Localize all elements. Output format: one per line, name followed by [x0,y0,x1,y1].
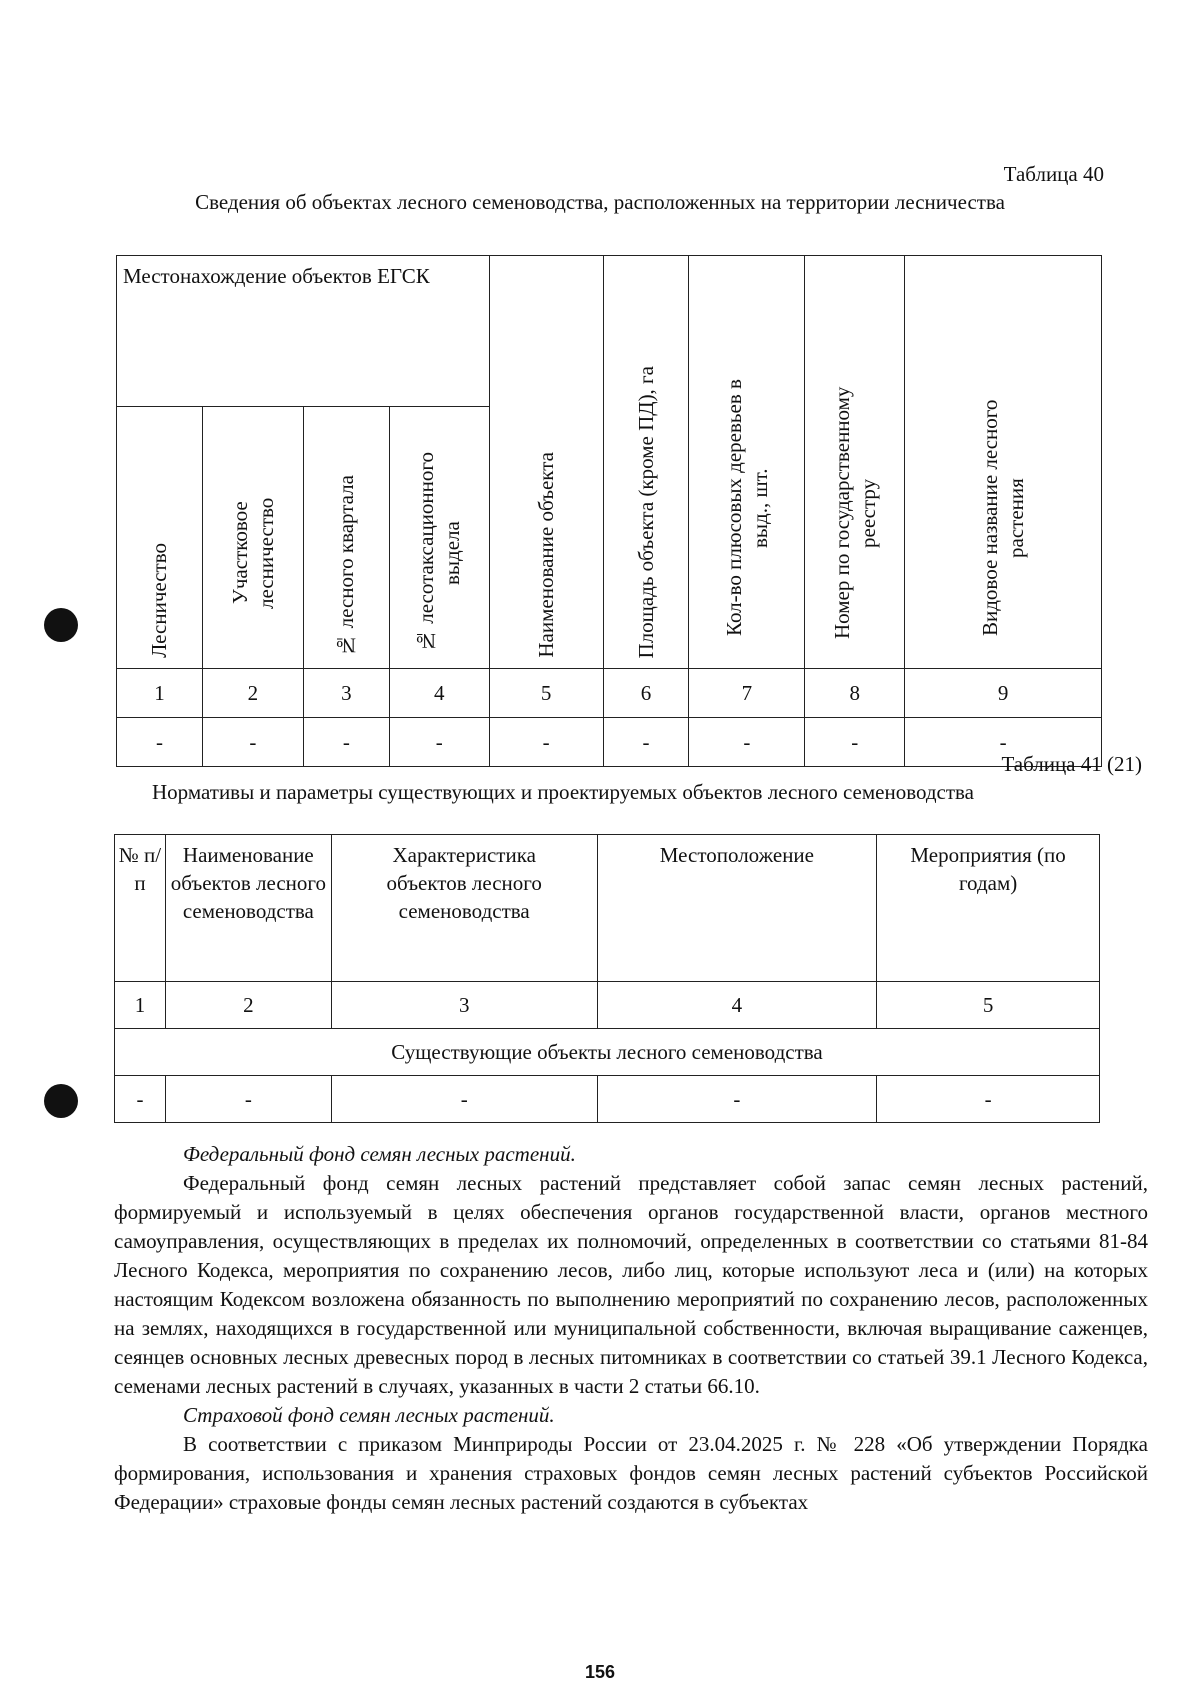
table41-cell: - [877,1076,1100,1123]
heading-federal-fund: Федеральный фонд семян лесных растений. [183,1142,576,1166]
table41-cell: - [597,1076,877,1123]
table40-header-6: Площадь объекта (кроме ПД), га [603,256,689,669]
binder-hole-top [44,608,78,642]
table41-title: Нормативы и параметры существующих и проектируемых объектов лесного семеноводства [152,780,975,804]
table40-colnum: 9 [905,669,1102,718]
paragraph-insurance-fund: В соответствии с приказом Минприроды России от 23.04.2025 г. № 228 «Об утверждении Порядка формирования, использования и хранения страховых фондов семян лесных растений субъектов Российской Федерации» страховые фонды семян лесных растений создаются в субъектах [114,1432,1148,1514]
table40-cell: - [117,718,203,767]
table41-colnum: 3 [331,982,597,1029]
heading-insurance-fund: Страховой фонд семян лесных растений. [183,1403,555,1427]
table40 [116,255,1102,767]
page-number: 156 [584,1662,616,1682]
body-text [114,1140,1148,1517]
table41-cell: - [165,1076,331,1123]
table41-header-4: Местоположение [597,835,877,982]
table40-cell: - [603,718,689,767]
table40-cell: - [202,718,303,767]
table41-header-2: Наименование объектов лесного семеноводства [165,835,331,982]
table40-cell: - [689,718,805,767]
table40-colnum: 5 [489,669,603,718]
table40-cell: - [805,718,905,767]
table40-colnum: 6 [603,669,689,718]
table41-header-1: № п/п [115,835,166,982]
table40-header-9: Видовое название лесного растения [905,256,1102,669]
table41-label: Таблица 41 (21) [1001,752,1142,776]
table40-cell: - [303,718,389,767]
table40-cell: - [905,718,1102,767]
table40-cell: - [389,718,489,767]
table40-group-header: Местонахождение объектов ЕГСК [117,256,490,407]
table40-header-5: Наименование объекта [489,256,603,669]
table41-colnum: 5 [877,982,1100,1029]
table40-label: Таблица 40 [1003,162,1104,186]
table41-section-row: Существующие объекты лесного семеноводства [115,1029,1100,1076]
table40-subheader-2: Участковое лесничество [202,407,303,669]
table40-colnum: 3 [303,669,389,718]
table40-colnum: 1 [117,669,203,718]
table41-colnum: 2 [165,982,331,1029]
table40-subheader-3: № лесного квартала [303,407,389,669]
table41 [114,834,1100,1123]
table40-colnum: 8 [805,669,905,718]
binder-hole-bottom [44,1084,78,1118]
table40-title: Сведения об объектах лесного семеноводства, расположенных на территории лесничества [195,190,1005,214]
table40-colnum: 2 [202,669,303,718]
table41-cell: - [331,1076,597,1123]
table40-colnum: 4 [389,669,489,718]
table40-subheader-1: Лесничество [117,407,203,669]
table40-colnum: 7 [689,669,805,718]
table40-cell: - [489,718,603,767]
table41-header-3: Характеристика объектов лесного семеноводства [331,835,597,982]
table41-colnum: 4 [597,982,877,1029]
table41-cell: - [115,1076,166,1123]
paragraph-federal-fund: Федеральный фонд семян лесных растений представляет собой запас семян лесных растений, формируемый и используемый в целях обеспечения органов государственной власти, органов местного самоуправления, осуществляющих в пределах их полномочий, определенных в соответствии со статьями 81-84 Лесного Кодекса, мероприятия по сохранению лесов, либо лиц, которые используют леса и (или) на которых настоящим Кодексом возложена обязанность по выполнению мероприятий по сохранению лесов, расположенных на землях, находящихся в государственной или муниципальной собственности, включая выращивание саженцев, сеянцев основных лесных древесных пород в лесных питомниках в соответствии со статьей 39.1 Лесного Кодекса, семенами лесных растений в случаях, указанных в части 2 статьи 66.10. [114,1171,1148,1398]
table40-subheader-4: № лесотаксационного выдела [389,407,489,669]
table40-header-7: Кол-во плюсовых деревьев в выд., шт. [689,256,805,669]
table41-header-5: Мероприятия (по годам) [877,835,1100,982]
table40-header-8: Номер по государственному реестру [805,256,905,669]
table41-colnum: 1 [115,982,166,1029]
